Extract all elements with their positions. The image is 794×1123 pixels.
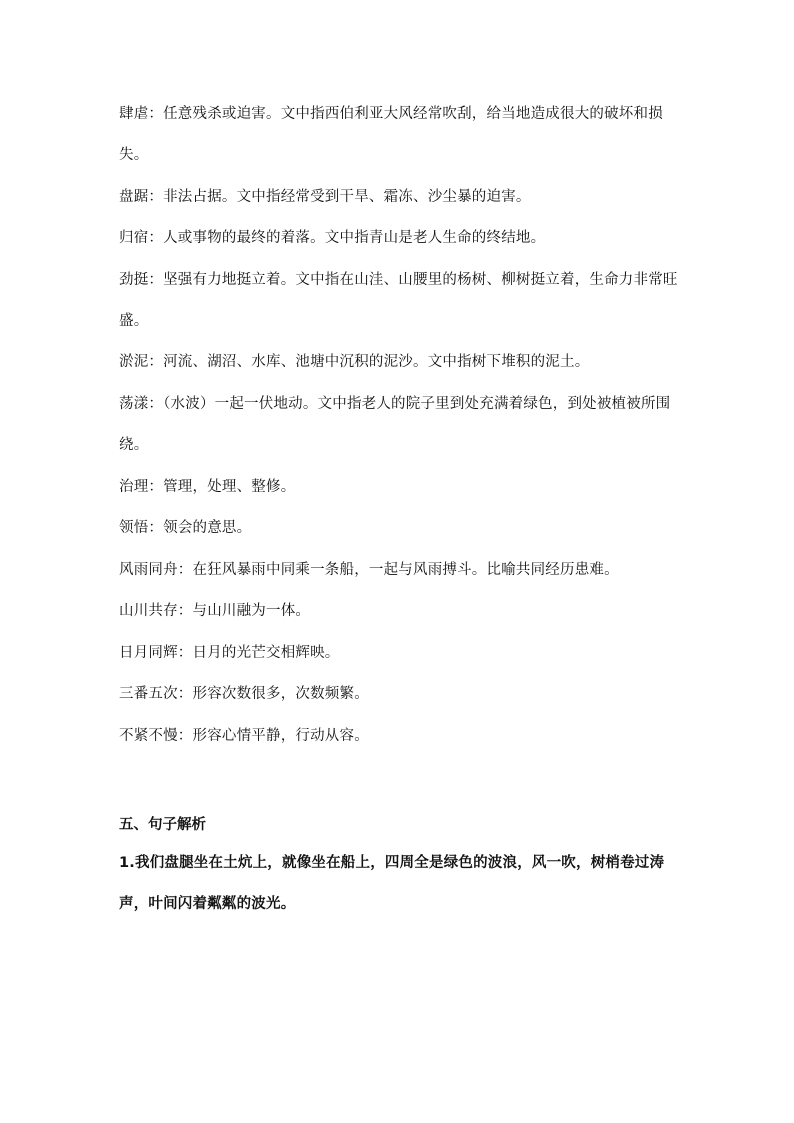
entry-sanfanwuci: 三番五次：形容次数很多，次数频繁。 bbox=[119, 686, 369, 702]
section-title: 五、句子解析 bbox=[119, 817, 206, 833]
entry-guisu: 归宿：人或事物的最终的着落。文中指青山是老人生命的终结地。 bbox=[119, 230, 546, 246]
entry-jingting: 劲挺：坚强有力地挺立着。文中指在山洼、山腰里的杨树、柳树挺立着，生命力非常旺盛。 bbox=[119, 272, 678, 329]
sentence-analysis-1: 1.我们盘腿坐在土炕上，就像坐在船上，四周全是绿色的波浪，风一吹，树梢卷过涛声，叶间闪着粼粼的波光。 bbox=[119, 855, 665, 912]
entry-dangyang: 荡漾：（水波）一起一伏地动。文中指老人的院子里到处充满着绿色，到处被植被所围绕。 bbox=[119, 396, 671, 453]
entry-zhili: 治理：管理，处理、整修。 bbox=[119, 479, 296, 495]
entry-lingwu: 领悟：领会的意思。 bbox=[119, 520, 252, 536]
entry-panju: 盘踞：非法占据。文中指经常受到干旱、霜冻、沙尘暴的迫害。 bbox=[119, 189, 531, 205]
entry-yuni: 淤泥：河流、湖沼、水库、池塘中沉积的泥沙。文中指树下堆积的泥土。 bbox=[119, 354, 590, 370]
entry-bujinbuman: 不紧不慢：形容心情平静，行动从容。 bbox=[119, 728, 369, 744]
entry-siniue: 肆虐：任意残杀或迫害。文中指西伯利亚大风经常吹刮，给当地造成很大的破坏和损失。 bbox=[119, 106, 663, 163]
entry-fengyutongzhou: 风雨同舟：在狂风暴雨中同乘一条船，一起与风雨搏斗。比喻共同经历患难。 bbox=[119, 562, 619, 578]
entry-riyuetonghui: 日月同辉：日月的光芒交相辉映。 bbox=[119, 645, 340, 661]
entry-shanchuangongcun: 山川共存：与山川融为一体。 bbox=[119, 603, 311, 619]
